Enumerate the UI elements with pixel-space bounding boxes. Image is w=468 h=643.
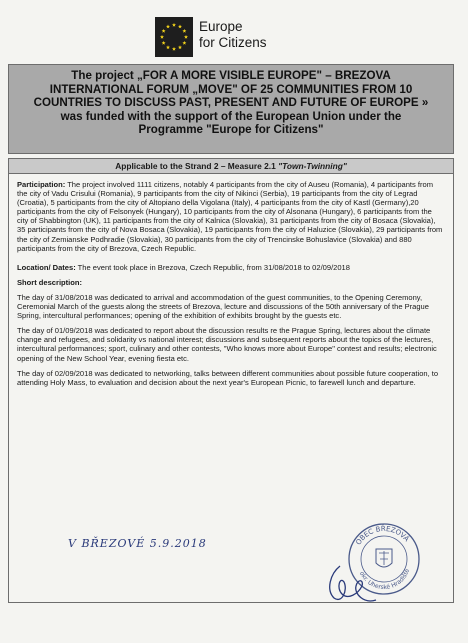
signature xyxy=(318,560,384,610)
europe-for-citizens-logo xyxy=(155,17,285,57)
handwritten-place-date: V BŘEZOVÉ 5.9.2018 xyxy=(68,537,207,550)
title-line-1: The project „FOR A MORE VISIBLE EUROPE" – BREZOVA xyxy=(71,69,391,82)
participation-label: Participation: xyxy=(17,180,66,189)
location-paragraph xyxy=(17,263,445,272)
strand-text: Applicable to the Strand 2 – Measure 2.1 xyxy=(115,161,279,171)
svg-text:okr. Uherské Hradiště: okr. Uherské Hradiště xyxy=(357,568,412,592)
eu-star-icon xyxy=(184,35,188,39)
day-1-paragraph: The day of 31/08/2018 was dedicated to arrival and accommodation of the guest communities, to the Opening Ceremony, Ceremonial March of the guests along the streets of Brezova, lecture and discussions of the 50th anniversary of the Prague Spring, intercultural performances; opening of the exhibition of exhibits brought by the guests etc. xyxy=(17,292,429,321)
eu-star-icon xyxy=(162,41,166,45)
eu-star-icon xyxy=(172,47,176,51)
eu-star-icon xyxy=(178,45,182,49)
project-title-box xyxy=(8,64,454,154)
location-label: Location/ Dates: xyxy=(17,262,76,272)
logo-text xyxy=(199,19,267,51)
eu-flag-icon xyxy=(155,17,193,57)
eu-star-icon xyxy=(160,35,164,39)
content-body xyxy=(9,174,453,387)
strand-italic: "Town-Twinning" xyxy=(278,161,347,171)
day-2-paragraph: The day of 01/09/2018 was dedicated to report about the discussion results re the Prague Spring, lectures about the climate change and refugees, and solidarity vs national interest; discussions and subsequent reports about the topics of the lectures, intercultural performances; sport, culinary and other contests, "Who knows more about Europe" contest and results; electronic opening of the New School Year, evening fiesta etc. xyxy=(17,326,437,363)
logo-line-1: Europe xyxy=(199,19,243,34)
eu-star-icon xyxy=(166,45,170,49)
title-line-3: COUNTRIES TO DISCUSS PAST, PRESENT AND FUTURE OF EUROPE » xyxy=(33,96,429,109)
eu-star-icon xyxy=(178,25,182,29)
day-3-paragraph: The day of 02/09/2018 was dedicated to networking, talks between different communities about possible future cooperation, to attending Holy Mass, to evaluation and decision about the next year's European Picnic, to farewell lunch and departure. xyxy=(17,368,439,387)
participation-text: The project involved 1111 citizens, notably 4 participants from the city of Auseu (Romania), 4 participants from the city of Vadu Crisului (Romania), 9 participants from the city of Nikinci (Serbia), 19 participants from the city of Legrad (Croatia), 5 participants from the city of Altopiano della Vigolana (Italy), 4 participants from the city of Kastl (Germany),20 participants from the city of Felsonyek (Hungary), 10 participants from the city of Alsonana (Hungary), 6 participants from the city of Shabbington (UK), 11 participants from the city of Kalnica (Slovakia), 31 participants from the city of Bosaca (Slovakia), 35 participants from the city of Nova Bosaca (Slovakia), 19 participants from the city of Haluzice (Slovakia), 29 participants from the city of Zemianske Podhradie (Slovakia), 30 participants from the city of Trencinske Bohuslavice (Slovakia) and 880 participants from the city of Brezova, Czech Republic. xyxy=(17,180,443,253)
svg-text:OBEC BŘEZOVÁ: OBEC BŘEZOVÁ xyxy=(354,524,411,547)
strand-header xyxy=(9,159,453,174)
title-line-4: was funded with the support of the European Union under the xyxy=(60,109,402,123)
title-line-2: INTERNATIONAL FORUM „MOVE" OF 25 COMMUNITIES FROM 10 xyxy=(49,82,413,96)
short-description-label: Short description: xyxy=(17,277,82,287)
location-text: The event took place in Brezova, Czech Republic, from 31/08/2018 to 02/09/2018 xyxy=(75,262,350,272)
logo-line-2: for Citizens xyxy=(199,35,267,50)
title-line-5: Programme "Europe for Citizens" xyxy=(138,123,324,136)
eu-star-icon xyxy=(182,29,186,33)
eu-star-icon xyxy=(172,23,176,27)
eu-star-icon xyxy=(182,41,186,45)
eu-star-icon xyxy=(162,29,166,33)
participation-paragraph xyxy=(17,180,445,253)
eu-star-icon xyxy=(166,25,170,29)
